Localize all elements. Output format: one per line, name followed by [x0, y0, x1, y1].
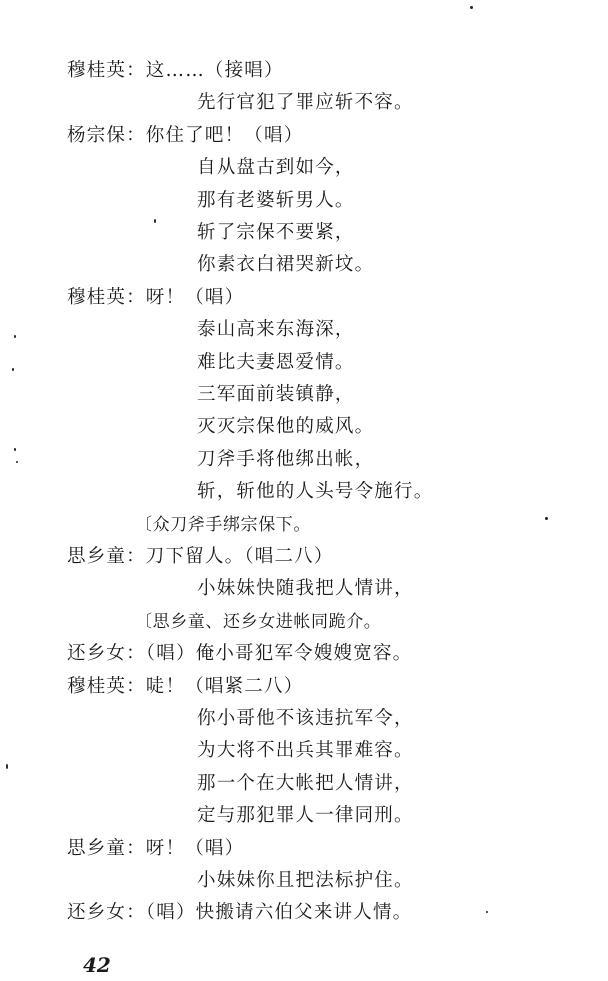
- verse-line: 小妹妹快随我把人情讲，: [197, 578, 414, 600]
- print-speck: [14, 335, 16, 338]
- verse-line: 灭灭宗保他的威风。: [197, 416, 375, 438]
- print-speck: [486, 911, 488, 913]
- verse-line: 先行官犯了罪应斩不容。: [197, 92, 414, 114]
- dialogue-line: 思乡童：呀！（唱）: [67, 837, 245, 859]
- verse-line: 三军面前装镇静，: [197, 384, 355, 405]
- dialogue-line: 思乡童：刀下留人。（唱二八）: [67, 546, 334, 567]
- print-speck: [154, 219, 156, 223]
- print-speck: [16, 461, 18, 463]
- print-speck: [545, 517, 548, 520]
- verse-line: 你素衣白裙哭新坟。: [197, 254, 375, 276]
- verse-line: 难比夫妻恩爱情。: [197, 351, 355, 373]
- dialogue-line: 穆桂英：唗！（唱紧二八）: [67, 675, 304, 697]
- page-number: 42: [83, 953, 111, 977]
- print-speck: [6, 764, 8, 769]
- stage-direction: 〔众刀斧手绑宗保下。: [135, 514, 311, 535]
- verse-line: 斩，斩他的人头号令施行。: [197, 481, 434, 503]
- print-speck: [470, 6, 473, 9]
- verse-line: 定与那犯罪人一律同刑。: [197, 805, 414, 827]
- dialogue-line: 还乡女：（唱）俺小哥犯军令嫂嫂宽容。: [67, 643, 413, 665]
- verse-line: 那有老婆斩男人。: [197, 189, 355, 211]
- verse-line: 自从盘古到如今，: [197, 157, 355, 179]
- print-speck: [12, 368, 14, 371]
- dialogue-line: 穆桂英：这……（接唱）: [67, 60, 284, 81]
- stage-direction: 〔思乡童、还乡女进帐同跪介。: [135, 611, 382, 632]
- verse-line: 斩了宗保不要紧，: [197, 222, 355, 243]
- verse-line: 小妹妹你且把法标护住。: [197, 870, 414, 891]
- verse-line: 刀斧手将他绑出帐，: [197, 448, 375, 470]
- dialogue-line: 穆桂英：呀！（唱）: [67, 286, 245, 308]
- print-speck: [14, 448, 16, 451]
- verse-line: 那一个在大帐把人情讲，: [197, 772, 414, 794]
- verse-line: 泰山高来东海深，: [197, 319, 355, 341]
- dialogue-line: 杨宗保：你住了吧！（唱）: [67, 124, 304, 146]
- verse-line: 你小哥他不该违抗军令，: [197, 708, 414, 729]
- verse-line: 为大将不出兵其罪难容。: [197, 740, 414, 762]
- dialogue-line: 还乡女：（唱）快搬请六伯父来讲人情。: [67, 902, 413, 924]
